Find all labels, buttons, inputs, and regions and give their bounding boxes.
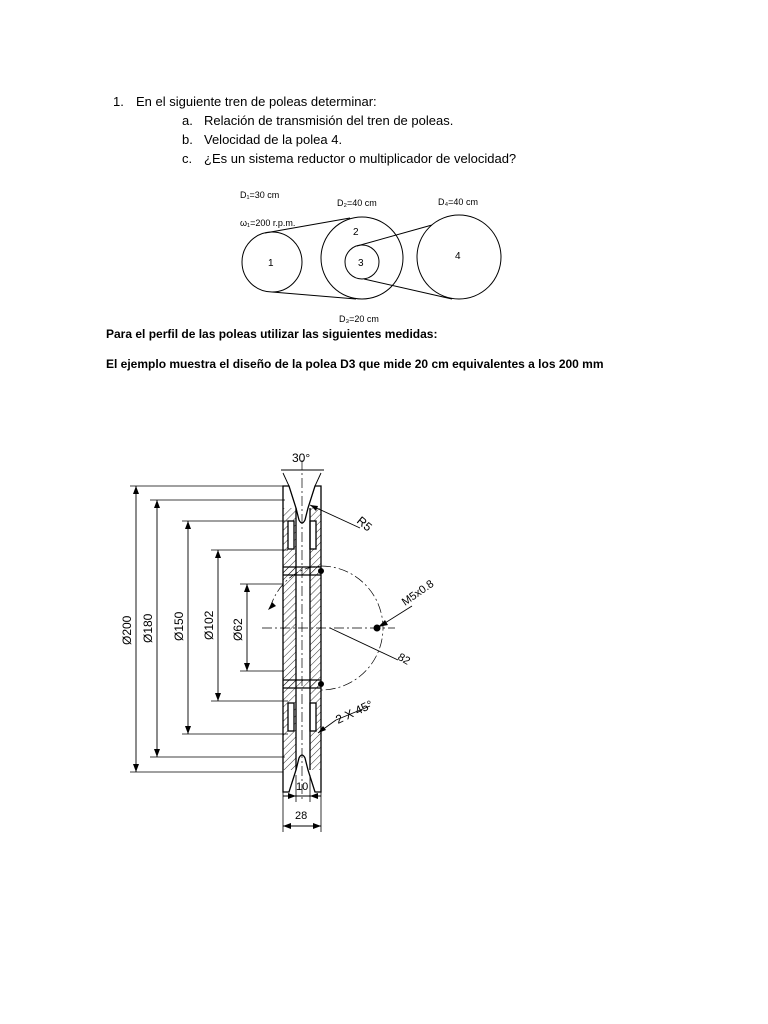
label-pulley-1: 1 xyxy=(268,258,274,269)
item-b-letter: b. xyxy=(182,132,193,147)
label-pulley-3: 3 xyxy=(358,258,364,269)
label-pulley-2: 2 xyxy=(353,227,359,238)
arrowheads xyxy=(133,486,388,829)
dim-150: Ø150 xyxy=(172,611,186,641)
dim-angle: 30° xyxy=(292,451,311,465)
threaded-holes xyxy=(318,568,381,687)
dim-chamfer: 2 X 45° xyxy=(333,697,376,727)
item-a-text: Relación de transmisión del tren de poleas. xyxy=(204,113,454,128)
question-number: 1. xyxy=(113,94,124,109)
dim-thread: M5x0.8 xyxy=(399,577,437,609)
dim-62: Ø62 xyxy=(231,618,245,641)
dim-width-10: 10 xyxy=(296,781,309,793)
dim-pcd: 82 xyxy=(395,651,413,668)
item-c-letter: c. xyxy=(182,151,193,166)
label-d3: D₃=20 cm xyxy=(339,314,379,324)
item-b-text: Velocidad de la polea 4. xyxy=(204,132,343,147)
dim-radius: R5 xyxy=(354,513,375,535)
label-d4: D₄=40 cm xyxy=(438,197,478,207)
label-w1: ω₁=200 r.p.m. xyxy=(240,218,296,228)
dim-200: Ø200 xyxy=(120,615,134,645)
label-d1: D₁=30 cm xyxy=(240,190,280,200)
dim-width-28: 28 xyxy=(295,810,308,822)
paragraph-example: El ejemplo muestra el diseño de la polea D3 que mide 20 cm equivalentes a los 200 mm xyxy=(106,357,604,371)
item-c-text: ¿Es un sistema reductor o multiplicador de velocidad? xyxy=(204,151,517,166)
question-text: En el siguiente tren de poleas determinar: xyxy=(136,94,377,109)
label-d2: D₂=40 cm xyxy=(337,198,377,208)
label-pulley-4: 4 xyxy=(455,251,461,262)
item-a-letter: a. xyxy=(182,113,193,128)
dim-180: Ø180 xyxy=(141,613,155,643)
dim-102: Ø102 xyxy=(202,610,216,640)
paragraph-profile: Para el perfil de las poleas utilizar las siguientes medidas: xyxy=(106,327,438,341)
